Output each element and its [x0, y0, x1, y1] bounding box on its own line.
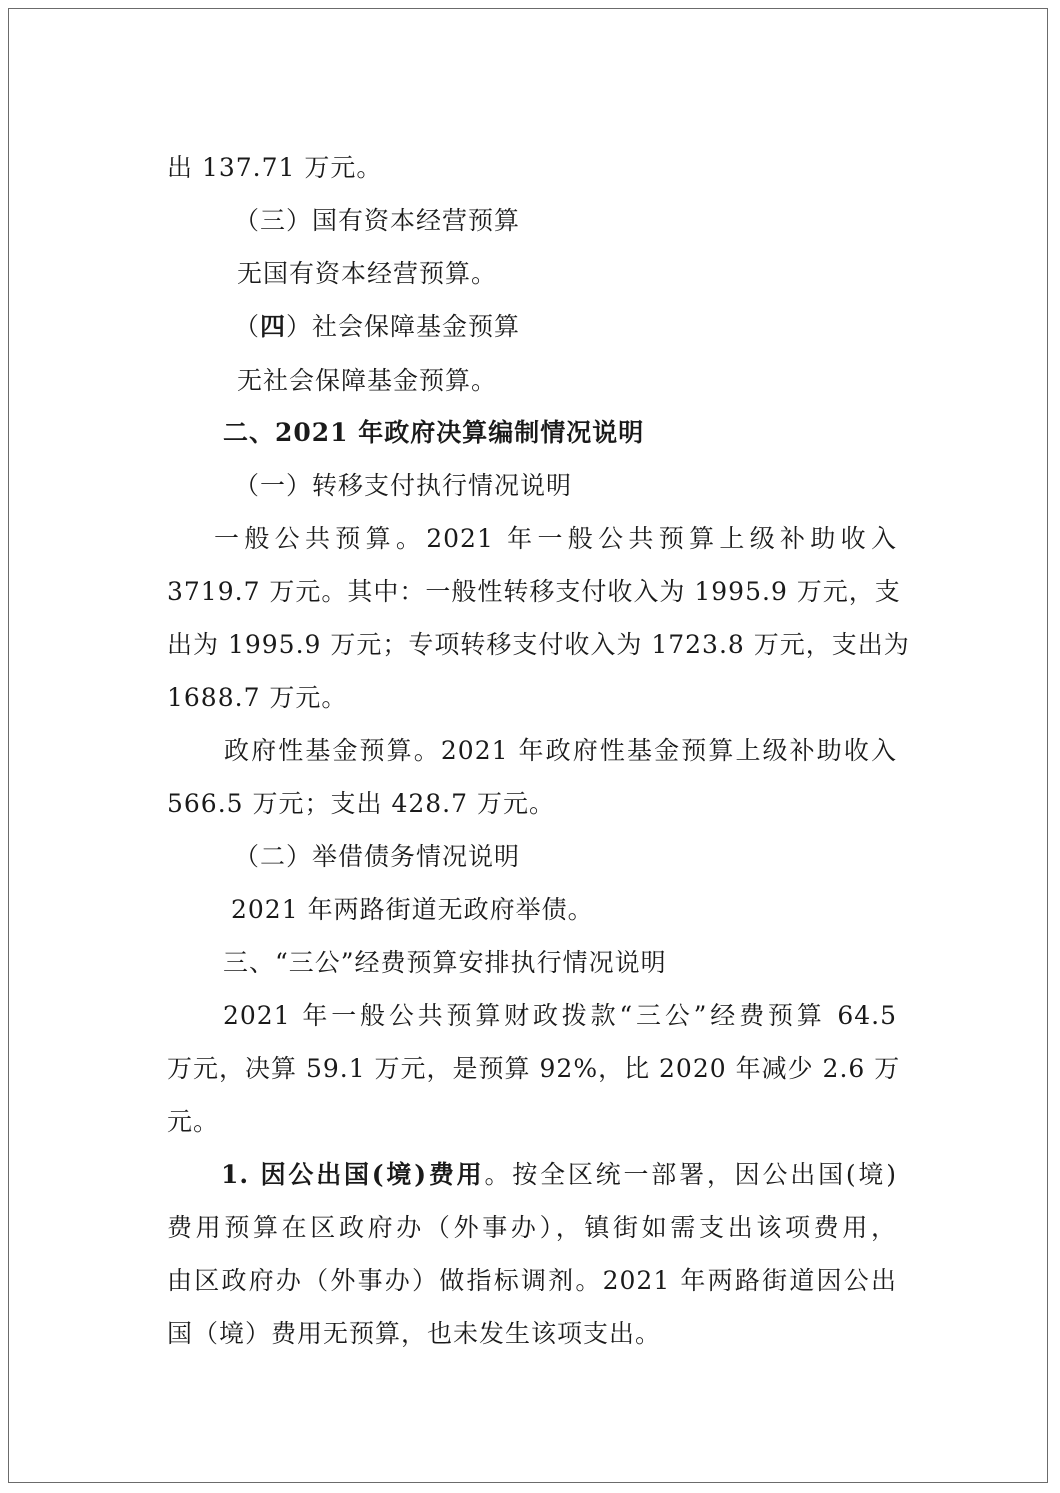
paragraph-line: 费用预算在区政府办（外事办），镇街如需支出该项费用，	[167, 1213, 897, 1242]
section-heading: （一）转移支付执行情况说明	[234, 471, 573, 500]
chapter-heading: 三、“三公”经费预算安排执行情况说明	[223, 948, 667, 977]
paragraph-line	[221, 1159, 897, 1191]
paragraph-line: 国（境）费用无预算，也未发生该项支出。	[167, 1319, 662, 1348]
section-heading	[234, 311, 520, 343]
paragraph-line: 无社会保障基金预算。	[237, 366, 498, 395]
paragraph-line: 元。	[167, 1107, 220, 1136]
paragraph-line: 2021 年两路街道无政府举债。	[231, 895, 594, 924]
paragraph-line: 2021 年一般公共预算财政拨款“三公”经费预算 64.5	[223, 1001, 897, 1030]
paragraph-line: 1688.7 万元。	[167, 683, 348, 712]
paragraph-line: 出为 1995.9 万元；专项转移支付收入为 1723.8 万元，支出为	[167, 630, 910, 659]
paragraph-line: 由区政府办（外事办）做指标调剂。2021 年两路街道因公出	[167, 1266, 897, 1295]
paragraph-line: 一般公共预算。2021 年一般公共预算上级补助收入	[214, 524, 897, 553]
paragraph-line: 出 137.71 万元。	[167, 153, 383, 182]
paragraph-line: 万元，决算 59.1 万元，是预算 92%，比 2020 年减少 2.6 万	[167, 1054, 901, 1083]
heading-prefix: （	[234, 312, 261, 341]
paragraph-line: 政府性基金预算。2021 年政府性基金预算上级补助收入	[224, 736, 897, 765]
heading-number: 四	[260, 312, 287, 341]
heading-suffix: ）社会保障基金预算	[286, 312, 521, 341]
paragraph-line: 3719.7 万元。其中：一般性转移支付收入为 1995.9 万元，支	[167, 577, 901, 606]
section-heading: （三）国有资本经营预算	[234, 206, 521, 235]
paragraph-line: 566.5 万元；支出 428.7 万元。	[167, 789, 555, 818]
paragraph-line: 无国有资本经营预算。	[237, 259, 498, 288]
document-page	[8, 8, 1048, 1483]
item-title: 1. 因公出国(境)费用	[221, 1160, 485, 1189]
item-text: 。按全区统一部署，因公出国(境)	[484, 1160, 897, 1189]
chapter-heading: 二、2021 年政府决算编制情况说明	[223, 418, 645, 447]
section-heading: （二）举借债务情况说明	[234, 842, 521, 871]
